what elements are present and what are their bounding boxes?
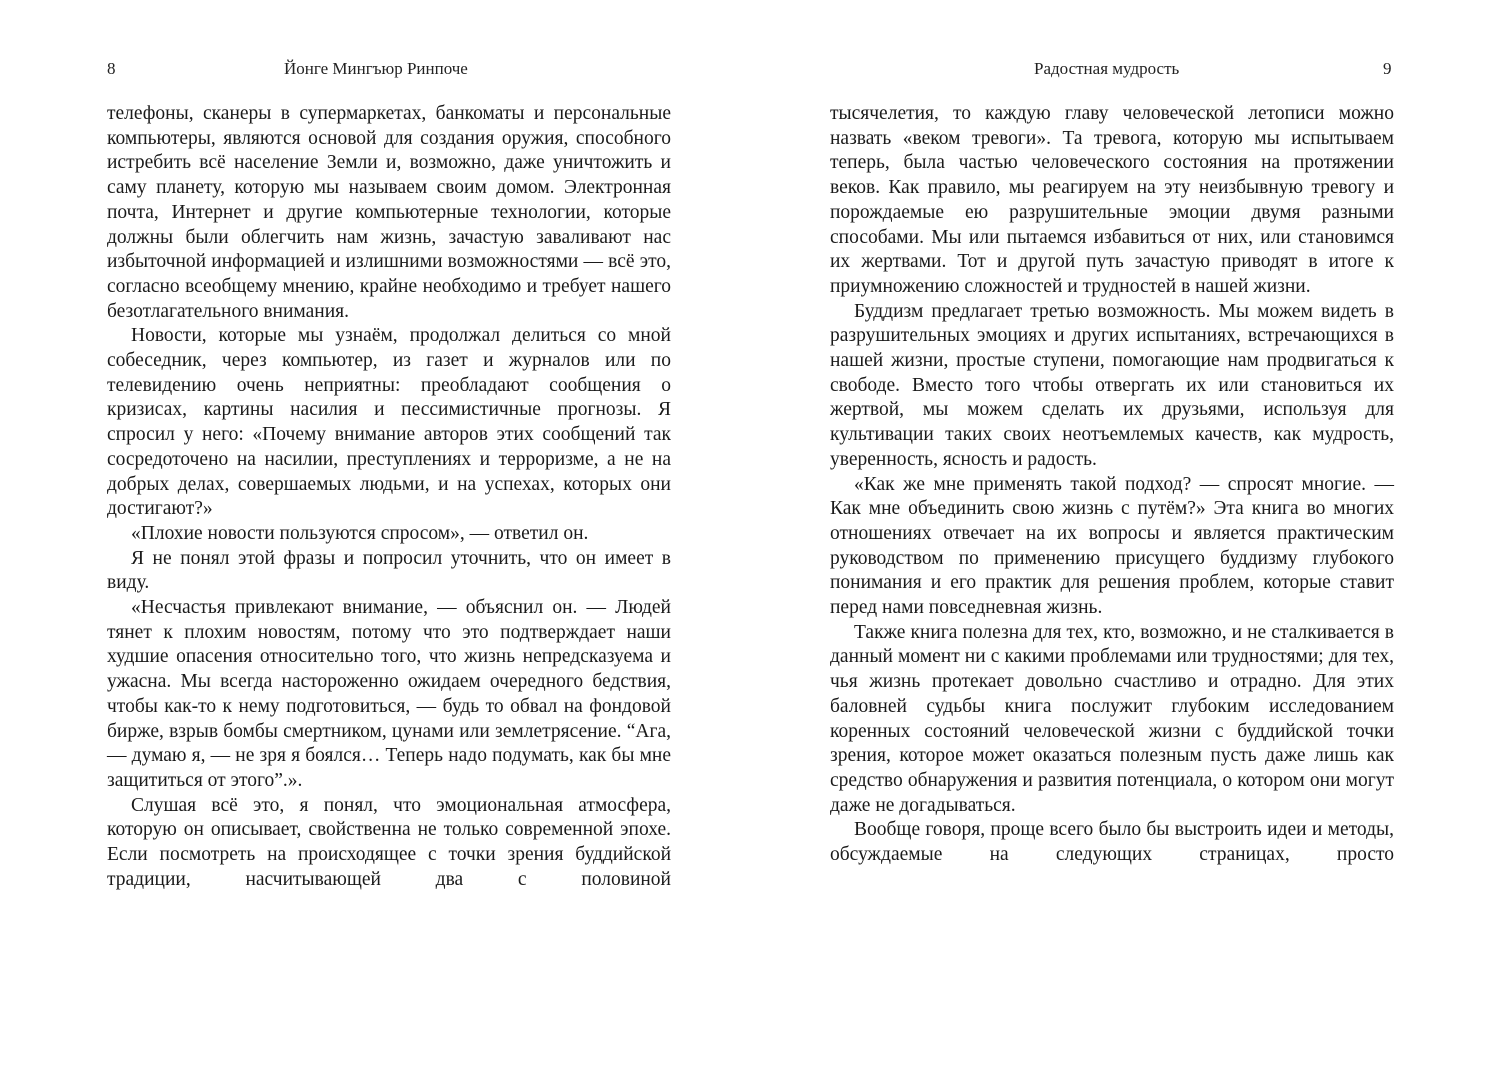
right-page-body [830, 102, 1394, 868]
paragraph: Буддизм предлагает третью возможность. Мы можем видеть в разрушительных эмоциях и других испытаниях, встречающихся в нашей жизни, простые ступени, помогающие нам продвигаться к свободе. Вместо того чтобы отвергать их или становиться их жертвой, мы можем сделать их друзьями, используя для культивации таких своих неотъемлемых качеств, как мудрость, уверенность, ясность и радость. [830, 300, 1394, 470]
paragraph: тысячелетия, то каждую главу человеческой летописи можно назвать «веком тревоги». Та тревога, которую мы испытываем теперь, была частью человеческого состояния на протяжении веков. Как правило, мы реагируем на эту неизбывную тревогу и порождаемые ею разрушительные эмоции двумя разными способами. Мы или пытаемся избавиться от них, или становимся их жертвами. Тот и другой путь зачастую приводят в итоге к приумножению сложностей и трудностей в нашей жизни. [830, 103, 1394, 297]
running-head-title: Радостная мудрость [1034, 59, 1180, 78]
paragraph: телефоны, сканеры в супермаркетах, банкоматы и персональные компьютеры, являются основой для создания оружия, способного истребить всё население Земли и, возможно, даже уничтожить и саму планету, которую мы называем своим домом. Электронная почта, Интернет и другие компьютерные технологии, которые должны были облегчить нам жизнь, зачастую заваливают нас избыточной информацией и излишними возможностями — всё это, согласно всеобщему мнению, крайне необходимо и требует нашего безотлагательного внимания. [107, 103, 671, 322]
paragraph: «Как же мне применять такой подход? — спросят многие. — Как мне объединить свою жизнь с путём?» Эта книга во многих отношениях отвечает на их вопросы и является практическим руководством по применению присущего буддизму глубокого понимания и его практик для решения проблем, которые ставит перед нами повседневная жизнь. [830, 473, 1394, 619]
paragraph: «Плохие новости пользуются спросом», — ответил он. [131, 522, 589, 544]
paragraph: Вообще говоря, проще всего было бы выстроить идеи и методы, обсуждаемые на следующих страницах, просто [830, 819, 1394, 866]
paragraph: Новости, которые мы узнаём, продолжал делиться со мной собеседник, через компьютер, из газет и журналов или по телевидению очень неприятны: преобладают сообщения о кризисах, картины насилия и пессимистичные прогнозы. Я спросил у него: «Почему внимание авторов этих сообщений так сосредоточено на насилии, преступлениях и терроризме, а не на добрых делах, совершаемых людьми, и на успехах, которых они достигают?» [107, 325, 671, 520]
running-head-author: Йонге Мингъюр Ринпоче [284, 59, 468, 78]
left-page-body [107, 102, 671, 893]
right-page [750, 0, 1500, 1071]
paragraph: Слушая всё это, я понял, что эмоциональная атмосфера, которую он описывает, свойственна не только современной эпохе. Если посмотреть на происходящее с точки зрения буддийской традиции, насчитывающей два с половиной [107, 794, 671, 890]
page-number-right: 9 [1383, 59, 1392, 78]
paragraph: Также книга полезна для тех, кто, возможно, и не сталкивается в данный момент ни с какими проблемами или трудностями; для тех, чья жизнь протекает довольно счастливо и отрадно. Для этих баловней судьбы книга послужит глубоким исследованием коренных состояний человеческой жизни с буддийской точки зрения, которое может оказаться полезным пусть даже лишь как средство обнаружения и развития потенциала, о котором они могут даже не догадываться. [830, 621, 1394, 816]
page-number-left: 8 [107, 59, 116, 78]
paragraph: Я не понял этой фразы и попросил уточнить, что он имеет в виду. [107, 547, 671, 594]
paragraph: «Несчастья привлекают внимание, — объяснил он. — Людей тянет к плохим новостям, потому что это подтверждает наши худшие опасения относительно того, что жизнь непредсказуема и ужасна. Мы всегда настороженно ожидаем очередного бедствия, чтобы как-то к нему подготовиться, — будь то обвал на фондовой бирже, взрыв бомбы смертником, цунами или землетрясение. “Ага, — думаю я, — не зря я боялся… Теперь надо подумать, как бы мне защититься от этого”.». [107, 597, 671, 791]
